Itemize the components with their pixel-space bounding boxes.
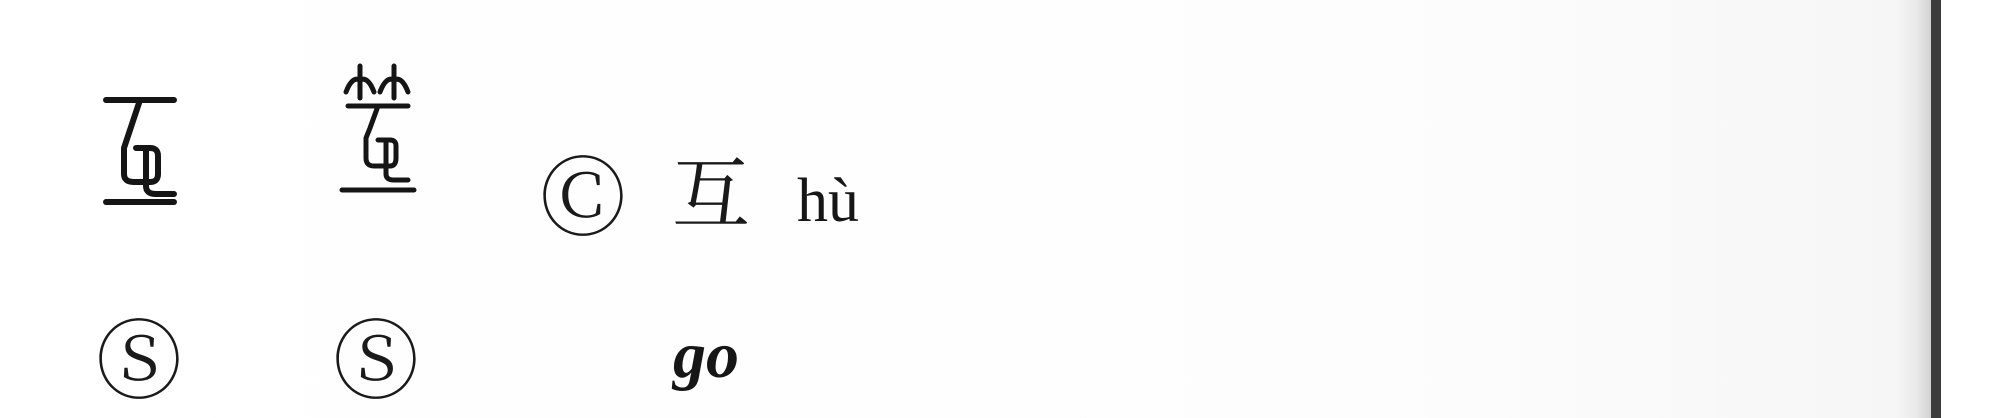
pinyin-reading: hù [797,167,859,235]
next-page-edge [1941,0,1993,418]
book-spine-edge [1931,0,1941,418]
english-gloss: go [673,319,739,392]
seal-marker-2: Ⓢ [333,312,419,412]
seal-script-glyph-2 [338,62,418,197]
headword-character: 互 [672,150,751,240]
seal-script-glyph-1 [100,90,180,210]
clerical-script-marker: Ⓒ [540,149,626,249]
page-gutter-shadow [1895,0,1931,418]
seal-marker-1: Ⓢ [96,312,182,412]
